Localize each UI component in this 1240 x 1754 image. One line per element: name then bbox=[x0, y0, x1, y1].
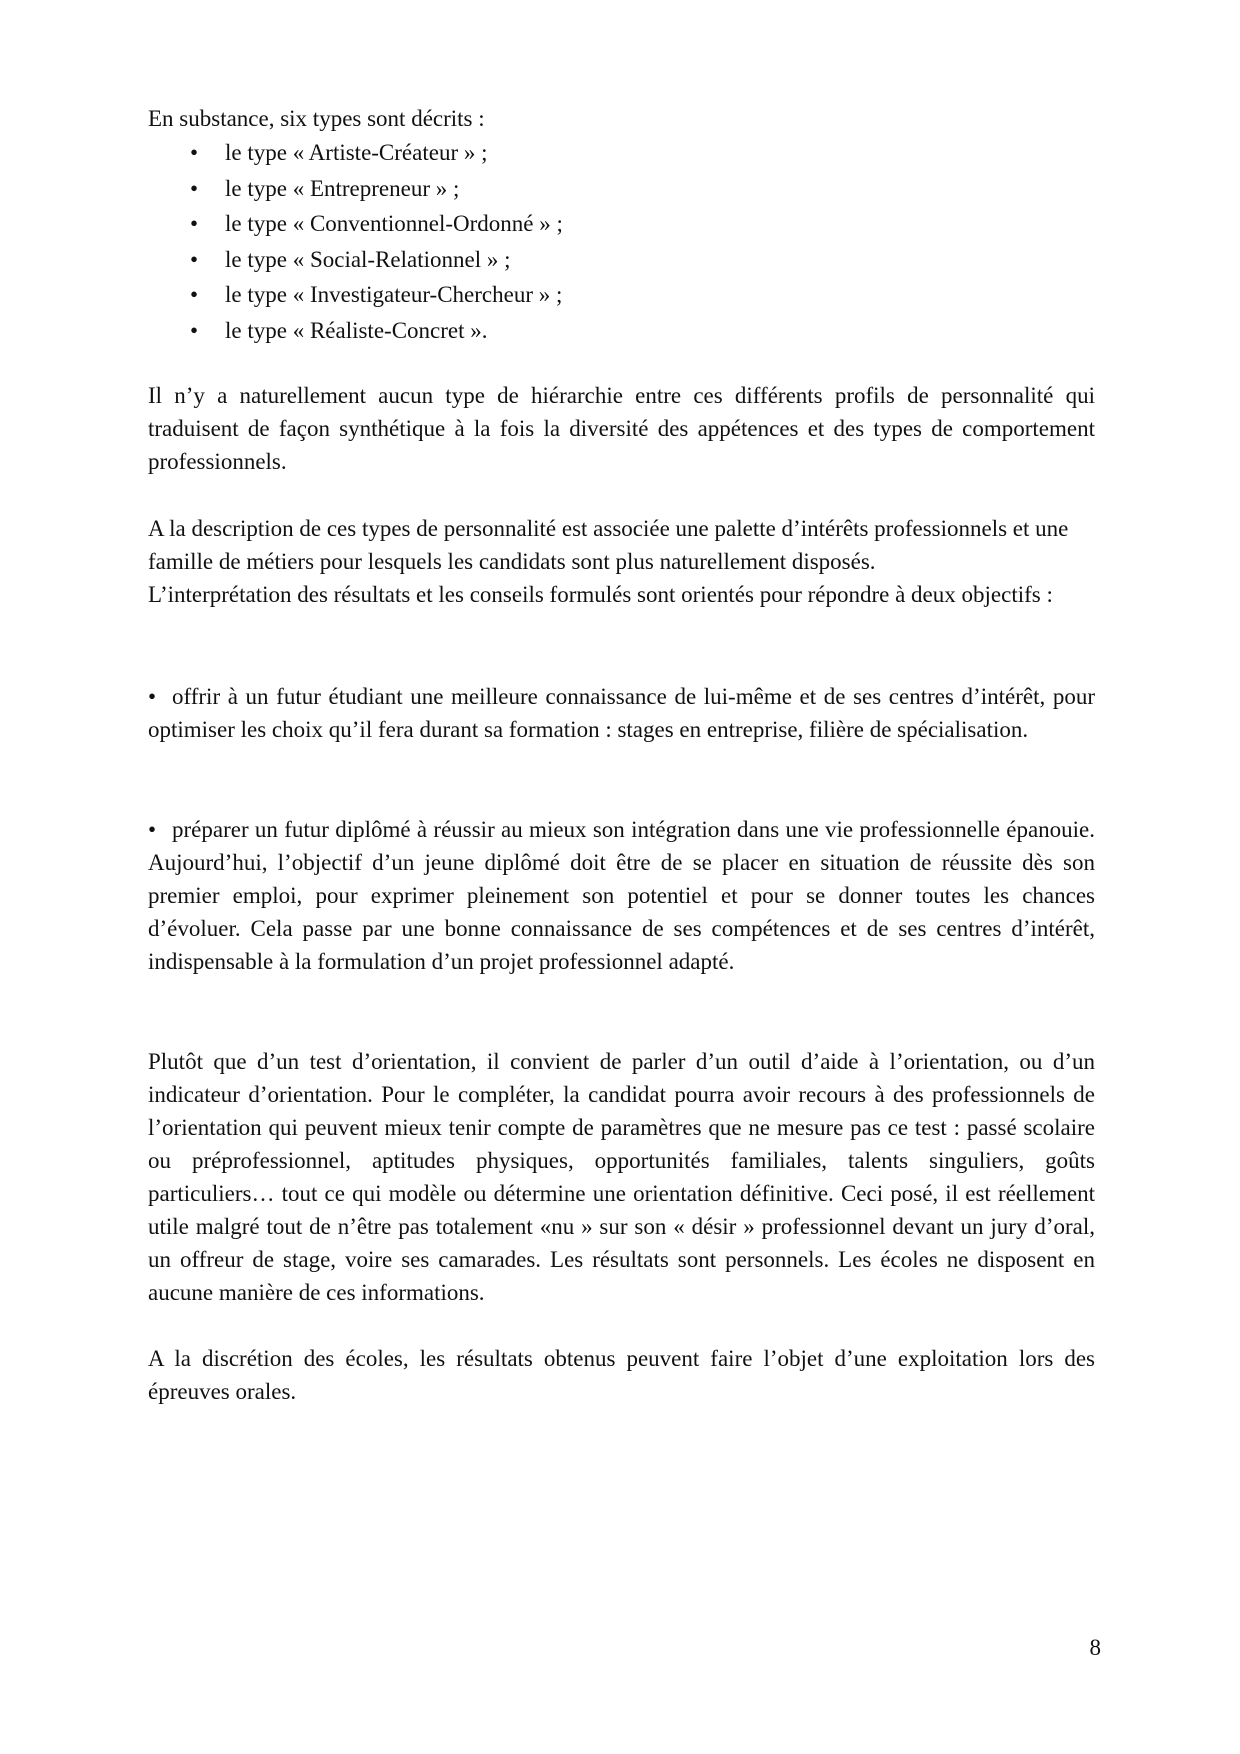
list-item-text: le type « Artiste-Créateur » ; bbox=[225, 140, 488, 165]
list-item-text: le type « Conventionnel-Ordonné » ; bbox=[225, 211, 563, 236]
paragraph-schools-discretion: A la discrétion des écoles, les résultats obtenus peuvent faire l’objet d’une exploitation lors des épreuves orales. bbox=[148, 1346, 1095, 1404]
paragraph-objectives-intro: L’interprétation des résultats et les conseils formulés sont orientés pour répondre à deux objectifs : bbox=[148, 582, 1053, 607]
list-item bbox=[148, 277, 1048, 313]
list-item-text: le type « Social-Relationnel » ; bbox=[225, 246, 511, 272]
paragraph-description-line: A la description de ces types de personnalité est associée une palette d’intérêts professionnels et une famille de métiers pour lesquels les candidats sont plus naturellement disposés. bbox=[148, 516, 1069, 574]
list-item bbox=[148, 242, 1048, 278]
list-item-text: le type « Réaliste-Concret ». bbox=[225, 317, 488, 343]
bullet-icon: • bbox=[190, 282, 199, 307]
list-item bbox=[148, 135, 1048, 171]
list-item bbox=[148, 206, 1048, 242]
paragraph-description bbox=[148, 512, 1095, 611]
bullet-icon: • bbox=[148, 817, 157, 842]
list-item bbox=[148, 313, 1048, 349]
list-item bbox=[148, 171, 1048, 207]
page-number: 8 bbox=[1089, 1635, 1101, 1660]
bullet-icon: • bbox=[190, 140, 199, 165]
list-item-text: le type « Investigateur-Chercheur » ; bbox=[225, 282, 563, 307]
objective-item-1 bbox=[148, 680, 1095, 746]
bullet-icon: • bbox=[190, 246, 199, 272]
paragraph-hierarchy: Il n’y a naturellement aucun type de hiérarchie entre ces différents profils de personnalité qui traduisent de façon synthétique à la fois la diversité des appétences et des types de comportement professionnels. bbox=[148, 383, 1095, 474]
bullet-icon: • bbox=[190, 175, 199, 201]
paragraph-orientation-tool: Plutôt que d’un test d’orientation, il convient de parler d’un outil d’aide à l’orientation, ou d’un indicateur d’orientation. Pour le compléter, la candidat pourra avoir recours à des professionnels de l’orientation qui peuvent mieux tenir compte de paramètres que ne mesure pas ce test : passé scolaire ou préprofessionnel, aptitudes physiques, opportunités familiales, talents singuliers, goûts particuliers… tout ce qui modèle ou détermine une orientation définitive. Ceci posé, il est réellement utile malgré tout de n’être pas totalement «nu » sur son « désir » professionnel devant un jury d’oral, un offreur de stage, voire ses camarades. Les résultats sont personnels. Les écoles ne disposent en aucune manière de ces informations. bbox=[148, 1049, 1095, 1305]
bullet-icon: • bbox=[190, 211, 199, 236]
objective-item-2 bbox=[148, 813, 1095, 978]
list-item-text: le type « Entrepreneur » ; bbox=[225, 175, 460, 201]
intro-line: En substance, six types sont décrits : bbox=[148, 106, 485, 131]
objective-text: préparer un futur diplômé à réussir au mieux son intégration dans une vie professionnelle épanouie. Aujourd’hui, l’objectif d’un jeune diplômé doit être de se placer en situation de réussite dès son premier emploi, pour exprimer pleinement son potentiel et pour se donner toutes les chances d’évoluer. Cela passe par une bonne connaissance de ses compétences et de ses centres d’intérêt, indispensable à la formulation d’un projet professionnel adapté. bbox=[148, 817, 1095, 974]
personality-types-list bbox=[148, 135, 1048, 348]
bullet-icon: • bbox=[148, 684, 157, 709]
bullet-icon: • bbox=[190, 317, 199, 343]
objective-text: offrir à un futur étudiant une meilleure connaissance de lui-même et de ses centres d’intérêt, pour optimiser les choix qu’il fera durant sa formation : stages en entreprise, filière de spécialisation. bbox=[148, 684, 1095, 742]
